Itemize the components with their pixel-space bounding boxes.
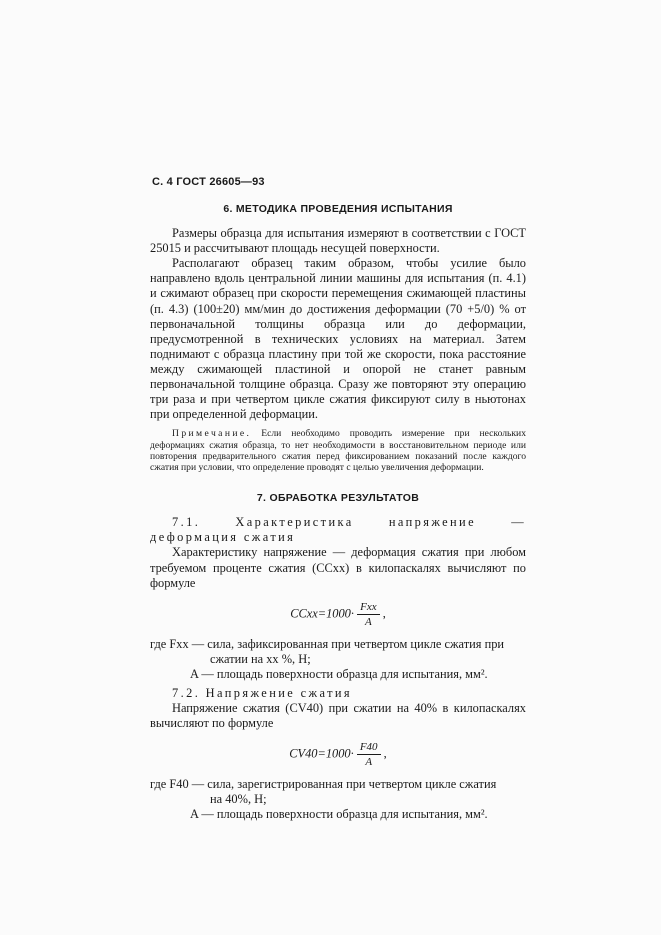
section-7-title: 7. ОБРАБОТКА РЕЗУЛЬТАТОВ [256, 492, 420, 505]
formula-cc-left: CCxx=1000· [290, 606, 354, 621]
legend-fxx-line-2: сжатии на xx %, Н; [210, 651, 311, 666]
formula-cv-legend [150, 777, 526, 822]
formula-cc-fraction [357, 600, 379, 629]
formula-cv-tail: , [383, 746, 387, 761]
legend-area-line: A — площадь поверхности образца для испытания, мм². [190, 666, 488, 681]
note-label: Примечание. [172, 428, 252, 440]
subsection-7-2-title: 7.2. Напряжение сжатия [172, 685, 353, 700]
section-6-paragraph-1: Размеры образца для испытания измеряют в соответствии с ГОСТ 25015 и рассчитывают площадь несущей поверхности. [150, 226, 526, 256]
formula-cc-legend [150, 637, 526, 682]
legend-f40-line: где F40 — сила, зарегистрированная при четвертом цикле сжатия [150, 777, 497, 792]
formula-cv-left: CV40=1000· [289, 746, 354, 761]
section-6-note [150, 428, 526, 473]
page-header: С. 4 ГОСТ 26605—93 [152, 176, 265, 188]
legend-fxx-line: где Fxx — сила, зафиксированная при четвертом цикле сжатия при [150, 636, 505, 651]
formula-cv-fraction [357, 740, 381, 769]
formula-cc [150, 600, 526, 629]
legend-area-line-2: A — площадь поверхности образца для испытания, мм². [190, 807, 488, 822]
formula-cv-denominator: A [365, 756, 373, 769]
note-text: Если необходимо проводить измерение при нескольких деформациях сжатия образца, то нет необходимости в восстановительном периоде или повторения предварительного сжатия перед фиксированием показаний после каждого сжатия при условии, что определение проводят с целью увеличения деформации. [150, 428, 526, 473]
section-6-paragraph-2: Располагают образец таким образом, чтобы усилие было направлено вдоль центральной линии машины для испытания (п. 4.1) и сжимают образец при скорости перемещения сжимающей пластины (п. 4.3) (100±20) мм/мин до достижения деформации (70 +5/0) % от первоначальной толщины образца или до деформации, предусмотренной в технических условиях на материал. Затем поднимают с образца пластину при той же скорости, пока расстояние между сжимающей пластиной и опорой не станет равным первоначальной толщине образца. Сразу же повторяют эту операцию три раза и при четвертом цикле сжатия фиксируют силу в ньютонах при определенной деформации. [150, 256, 526, 422]
formula-cv [150, 740, 526, 769]
formula-cc-numerator: Fxx [357, 600, 379, 615]
formula-cc-tail: , [382, 606, 386, 621]
subsection-7-2-paragraph: Напряжение сжатия (CV40) при сжатии на 40% в килопаскалях вычисляют по формуле [150, 701, 526, 731]
legend-f40-line-2: на 40%, Н; [210, 792, 267, 807]
formula-cv-numerator: F40 [357, 740, 381, 755]
page-content [150, 202, 526, 823]
section-6-title: 6. МЕТОДИКА ПРОВЕДЕНИЯ ИСПЫТАНИЯ [223, 203, 453, 215]
formula-cc-denominator: A [364, 615, 372, 628]
subsection-7-1-paragraph: Характеристику напряжение — деформация сжатия при любом требуемом проценте сжатия (CCxx) в килопаскалях вычисляют по формуле [150, 545, 526, 590]
subsection-7-1-title: 7.1. Характеристика напряжение — деформация сжатия [150, 515, 526, 545]
